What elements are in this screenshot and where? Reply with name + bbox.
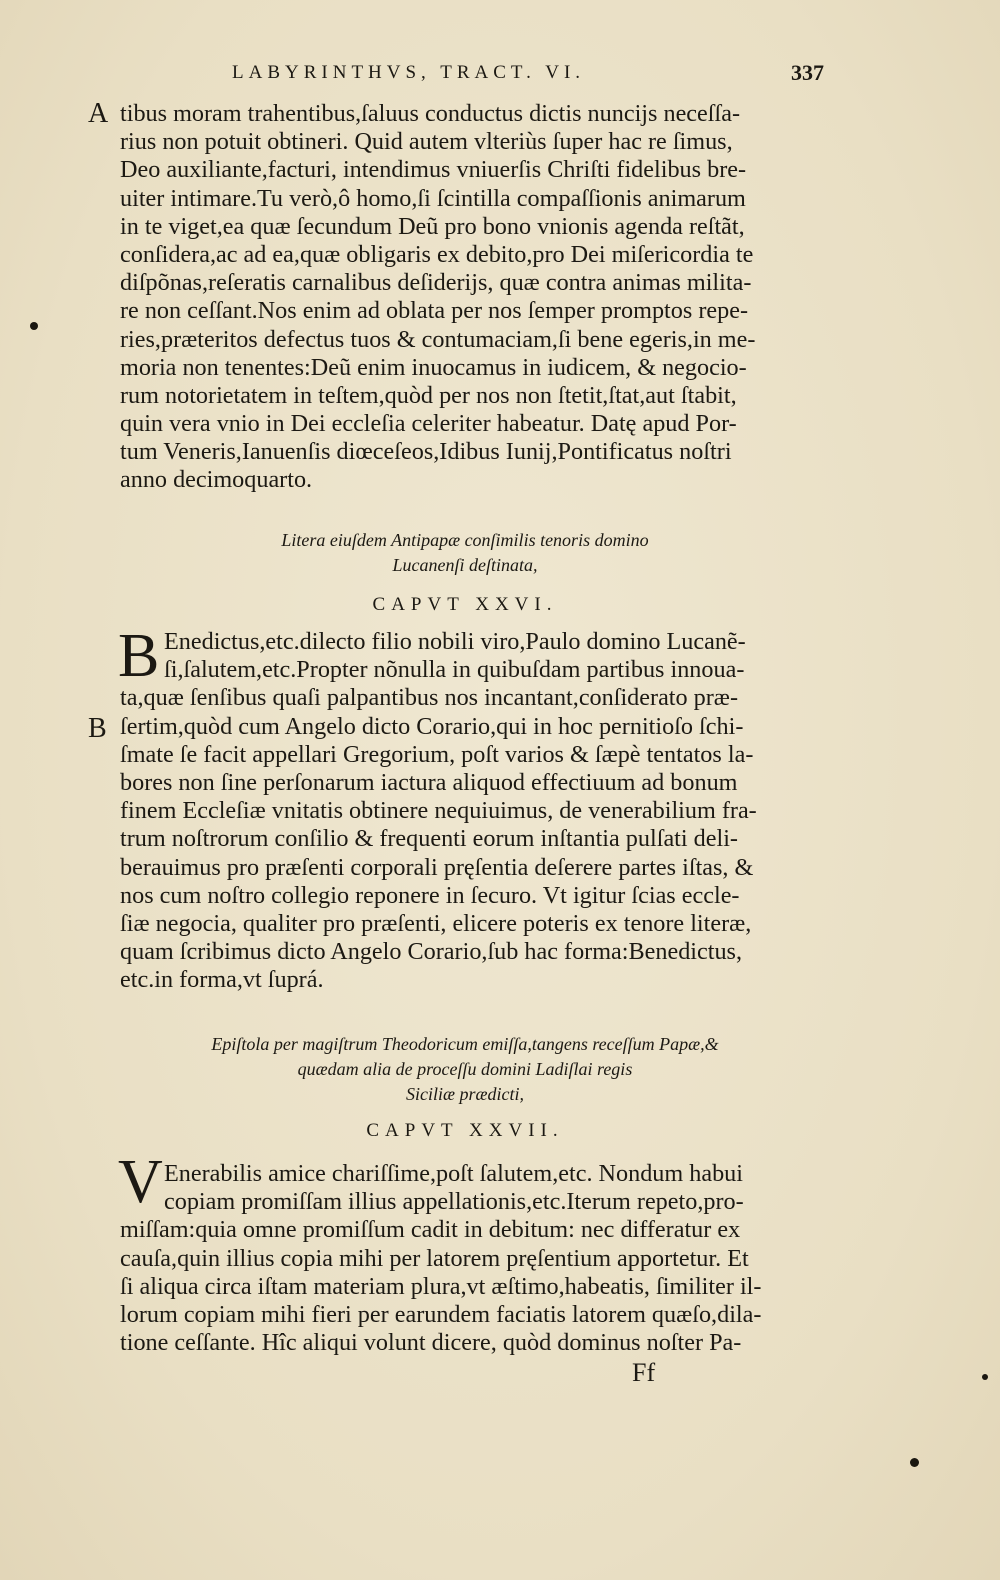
text-line: quin vera vnio in Dei eccleſia celeriter habeatur. Datę apud Por- [120, 410, 737, 438]
text-line: ſi aliqua circa iſtam materiam plura,vt æſtimo,habeatis, ſimiliter il- [120, 1272, 762, 1300]
top-paragraph [120, 100, 810, 495]
running-head [232, 58, 832, 92]
text-line: diſpõnas,reſeratis carnalibus deſiderijs, quæ contra animas milita- [120, 269, 752, 297]
text-line: anno decimoquarto. [120, 466, 313, 494]
text-line: moria non tenentes:Deũ enim inuocamus in iudicem, & negocio- [120, 353, 747, 381]
text-line: miſſam:quia omne promiſſum cadit in debitum: nec differatur ex [120, 1216, 741, 1244]
text-line: Enerabilis amice chariſſime,poſt ſalutem,etc. Nondum habui [164, 1160, 743, 1187]
ink-speck [982, 1374, 988, 1380]
chapter-27-dropcap: V [118, 1148, 163, 1216]
rubric-line: Lucanenſi deſtinata, [392, 555, 538, 575]
text-line: tione ceſſante. Hîc aliqui volunt dicere, quòd dominus noſter Pa- [120, 1329, 742, 1357]
text-line: Deo auxiliante,facturi, intendimus vniuerſis Chriſti fidelibus bre- [120, 156, 747, 184]
text-line: finem Eccleſiæ vnitatis obtinere nequiuimus, de venerabilium fra- [120, 797, 757, 825]
rubric-line: Litera eiuſdem Antipapæ conſimilis tenoris domino [281, 530, 649, 550]
folio-number: 337 [791, 60, 824, 85]
rubric-line: quædam alia de proceſſu domini Ladiſlai regis [297, 1059, 633, 1079]
margin-letter-b: B [88, 713, 107, 744]
chapter-27-heading: CAPVT XXVII. [366, 1120, 564, 1141]
signature-mark: Ff [632, 1358, 656, 1387]
text-line: nos cum noſtro collegio reponere in ſecuro. Vt igitur ſcias eccle- [120, 881, 740, 909]
chapter-27-rubric [120, 1032, 810, 1107]
text-line: rius non potuit obtineri. Quid autem vlteriùs ſuper hac re ſimus, [120, 128, 733, 156]
rubric-line: Epiſtola per magiſtrum Theodoricum emiſſa,tangens receſſum Papæ,& [211, 1034, 719, 1054]
text-line: tibus moram trahentibus,ſaluus conductus dictis nuncijs neceſſa- [120, 100, 741, 127]
text-line: ſiæ negocia, qualiter pro præſenti, elicere poteris ex tenore literæ, [120, 909, 752, 937]
text-line: bores non ſine perſonarum iactura aliquod effectiuum ad bonum [120, 768, 738, 796]
text-line: in te viget,ea quæ ſecundum Deũ pro bono vnionis agenda reſtãt, [120, 212, 745, 240]
rubric-line: Siciliæ prædicti, [405, 1084, 524, 1104]
margin-letter-a: A [88, 98, 109, 129]
text-line: re non ceſſant.Nos enim ad oblata per nos ſemper promptos repe- [120, 297, 749, 325]
chapter-26-heading: CAPVT XXVI. [372, 594, 558, 615]
chapter-26-text [118, 622, 810, 994]
chapter-26-rubric [120, 528, 810, 578]
text-line: ta,quæ ſenſibus quaſi palpantibus nos incantant,conſiderato præ- [120, 684, 738, 712]
chapter-27-text [120, 1160, 810, 1357]
text-line: etc.in forma,vt ſuprá. [120, 966, 324, 994]
text-line: ſertim,quòd cum Angelo dicto Corario,qui in hoc pernitioſo ſchi- [120, 712, 744, 740]
text-line: ſi,ſalutem,etc.Propter nõnulla in quibuſdam partibus innoua- [164, 656, 745, 684]
text-line: tum Veneris,Ianuenſis diœceſeos,Idibus Iunij,Pontificatus noſtri [120, 438, 732, 466]
ink-speck [910, 1458, 919, 1467]
text-line: Enedictus,etc.dilecto filio nobili viro,Paulo domino Lucanẽ- [164, 628, 746, 655]
text-line: lorum copiam mihi fieri per earundem faciatis latorem quæſo,dila- [120, 1300, 762, 1328]
text-line: berauimus pro præſenti corporali pręſentia deſerere partes iſtas, & [120, 853, 754, 881]
text-line: uiter intimare.Tu verò,ô homo,ſi ſcintilla compaſſionis animarum [120, 184, 746, 212]
text-line: quam ſcribimus dicto Angelo Corario,ſub hac forma:Benedictus, [120, 938, 743, 966]
text-line: conſidera,ac ad ea,quæ obligaris ex debito,pro Dei miſericordia te [120, 240, 754, 268]
running-title: LABYRINTHVS, TRACT. VI. [232, 62, 586, 83]
text-line: ries,præteritos defectus tuos & contumaciam,ſi bene egeris,in me- [120, 325, 756, 353]
chapter-26-dropcap: B [118, 622, 160, 690]
text-line: ſmate ſe facit appellari Gregorium, poſt varios & ſæpè tentatos la- [120, 740, 754, 768]
text-line: copiam promiſſam illius appellationis,etc.Iterum repeto,pro- [164, 1188, 744, 1216]
text-line: cauſa,quin illius copia mihi per latorem pręſentium apportetur. Et [120, 1244, 749, 1272]
ink-speck [30, 322, 38, 330]
text-line: rum notorietatem in teſtem,quòd per nos non ſtetit,ſtat,aut ſtabit, [120, 381, 737, 409]
text-line: trum noſtrorum conſilio & frequenti eorum inſtantia pulſati deli- [120, 825, 738, 853]
